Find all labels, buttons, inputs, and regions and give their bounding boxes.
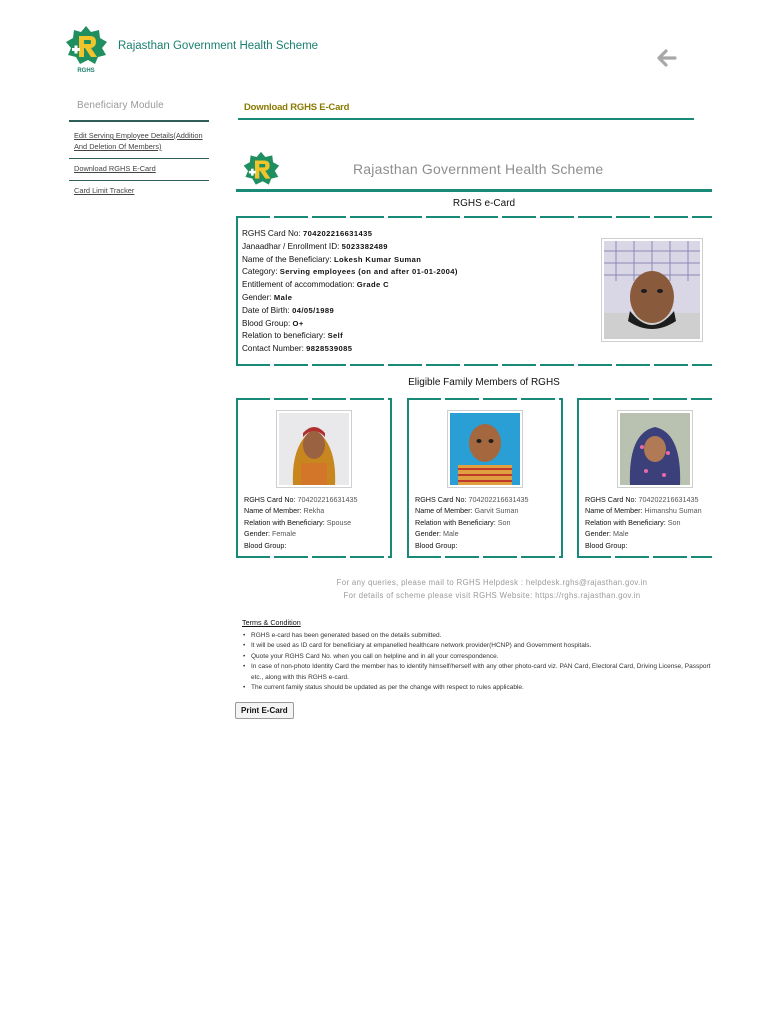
card-border-left <box>236 398 238 558</box>
terms-item: • The current family status should be updated as per the change with respect to rules applicable. <box>242 683 718 693</box>
card-border-top <box>577 398 712 400</box>
ecard-title: Rajasthan Government Health Scheme <box>353 161 604 177</box>
card-border-right <box>390 398 392 558</box>
janaadhar-row: Janaadhar / Enrollment ID: 5023382489 <box>242 241 388 251</box>
card-border-bottom <box>236 556 392 558</box>
sidebar-item-card-limit-tracker[interactable]: Card Limit Tracker <box>74 186 135 195</box>
terms-title: Terms & Condition <box>242 618 301 627</box>
arrow-left-icon[interactable] <box>656 48 678 68</box>
category-row: Category: Serving employees (on and after 01-01-2004) <box>242 267 458 277</box>
card-border-right <box>561 398 563 558</box>
member-photo-image <box>279 413 349 485</box>
gender-row: Gender: Male <box>242 292 293 302</box>
print-ecard-button[interactable]: Print E-Card <box>235 702 294 719</box>
card-border-bottom <box>577 556 712 558</box>
relation-row: Relation to beneficiary: Self <box>242 331 344 341</box>
card-border-top <box>236 398 392 400</box>
box-border-bottom <box>236 364 712 366</box>
rghs-logo-icon <box>64 24 108 74</box>
member-photo-image <box>620 413 690 485</box>
dob-row: Date of Birth: 04/05/1989 <box>242 305 335 315</box>
sidebar-heading: Beneficiary Module <box>77 100 164 111</box>
member-photo <box>617 410 693 488</box>
sidebar-divider <box>69 120 209 122</box>
member-photo-image <box>450 413 520 485</box>
ecard-label: RGHS e-Card <box>452 198 516 209</box>
beneficiary-info-box <box>236 216 712 366</box>
logo-caption: RGHS <box>77 68 95 74</box>
beneficiary-photo-image <box>604 241 700 339</box>
card-border-left <box>407 398 409 558</box>
terms-item: • Quote your RGHS Card No. when you call on helpline and in all your correspondence. <box>242 652 718 662</box>
blood-group-row: Blood Group: O+ <box>242 318 304 328</box>
sidebar <box>69 96 209 202</box>
rghs-logo-icon <box>242 150 280 190</box>
member-details: RGHS Card No: 704202216631435 Name of Member: Rekha Relation with Beneficiary: Spouse Gender: Female Blood Group: <box>244 495 358 550</box>
card-border-bottom <box>407 556 563 558</box>
terms-section <box>242 618 718 693</box>
sidebar-item-edit-serving-employee[interactable]: Edit Serving Employee Details(Addition And Deletion Of Members) <box>69 126 209 159</box>
family-member-card <box>407 398 563 558</box>
beneficiary-details <box>242 228 458 356</box>
family-member-card <box>577 398 712 558</box>
card-border-left <box>577 398 579 558</box>
entitlement-row: Entitlement of accommodation: Grade C <box>242 280 390 290</box>
beneficiary-name-row: Name of the Beneficiary: Lokesh Kumar Suman <box>242 254 422 264</box>
box-border-top <box>236 216 712 218</box>
terms-item: • It will be used as ID card for beneficiary at empanelled healthcare network provider(HCNP) and Government hospitals. <box>242 641 718 651</box>
main-content <box>236 96 712 715</box>
card-border-top <box>407 398 563 400</box>
scheme-website-line: For details of scheme please visit RGHS Website: https://rghs.rajasthan.gov.in <box>343 591 641 600</box>
terms-item: • RGHS e-card has been generated based on the details submitted. <box>242 631 718 641</box>
ecard-divider <box>236 189 712 192</box>
member-details: RGHS Card No: 704202216631435 Name of Member: Garvit Suman Relation with Beneficiary: Son Gender: Male Blood Group: <box>415 495 529 550</box>
member-details: RGHS Card No: 704202216631435 Name of Member: Himanshu Suman Relation with Beneficiary: Son Gender: Male Blood Group: <box>585 495 702 550</box>
ecard-header <box>236 148 712 192</box>
member-photo <box>276 410 352 488</box>
family-members-label: Eligible Family Members of RGHS <box>408 377 560 388</box>
member-photo <box>447 410 523 488</box>
sidebar-item-download-ecard[interactable]: Download RGHS E-Card <box>69 159 209 181</box>
terms-list <box>242 631 718 693</box>
beneficiary-photo <box>601 238 703 342</box>
box-border-left <box>236 216 238 366</box>
title-divider <box>238 118 694 120</box>
page-title: Download RGHS E-Card <box>244 102 350 113</box>
family-member-card <box>236 398 392 558</box>
helpdesk-mail-line: For any queries, please mail to RGHS Helpdesk : helpdesk.rghs@rajasthan.gov.in <box>336 578 648 587</box>
brand-header <box>64 24 324 80</box>
helpdesk-note <box>236 576 748 602</box>
brand-title: Rajasthan Government Health Scheme <box>118 40 319 52</box>
contact-row: Contact Number: 9828539085 <box>242 344 353 354</box>
card-no-row: RGHS Card No: 704202216631435 <box>242 229 373 238</box>
terms-item: • In case of non-photo Identity Card the member has to identify himself/herself with any other photo-card viz. PAN Card, Electoral Card, Driving License, Passport etc., along with this RGHS e-card. <box>242 662 718 683</box>
